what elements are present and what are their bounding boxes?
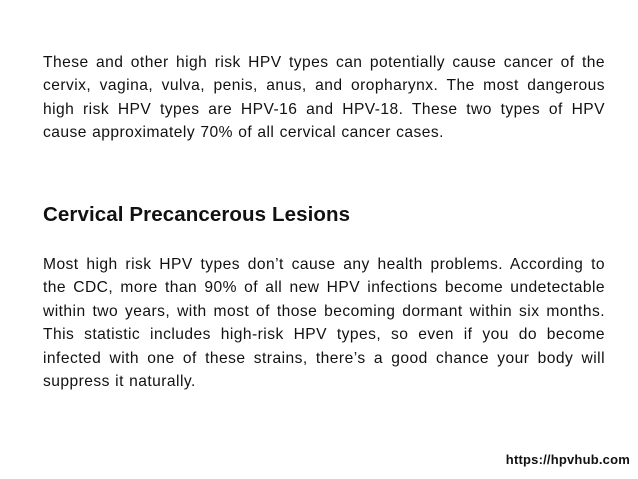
section-heading: Cervical Precancerous Lesions — [43, 203, 351, 226]
source-url: https://hpvhub.com — [505, 452, 630, 467]
body-paragraph: Most high risk HPV types don’t cause any health problems. According to the CDC, more than 90% of all new HPV infections become undetectable within two years, with most of those becoming dormant within six months. This statistic includes high-risk HPV types, so even if you do become infected with one of these strains, there’s a good chance your body will suppress it naturally. — [43, 256, 605, 391]
intro-paragraph: These and other high risk HPV types can potentially cause cancer of the cervix, vagina, vulva, penis, anus, and oropharynx. The most dangerous high risk HPV types are HPV-16 and HPV-18. These two types of HPV cause approximately 70% of all cervical cancer cases. — [43, 54, 605, 142]
